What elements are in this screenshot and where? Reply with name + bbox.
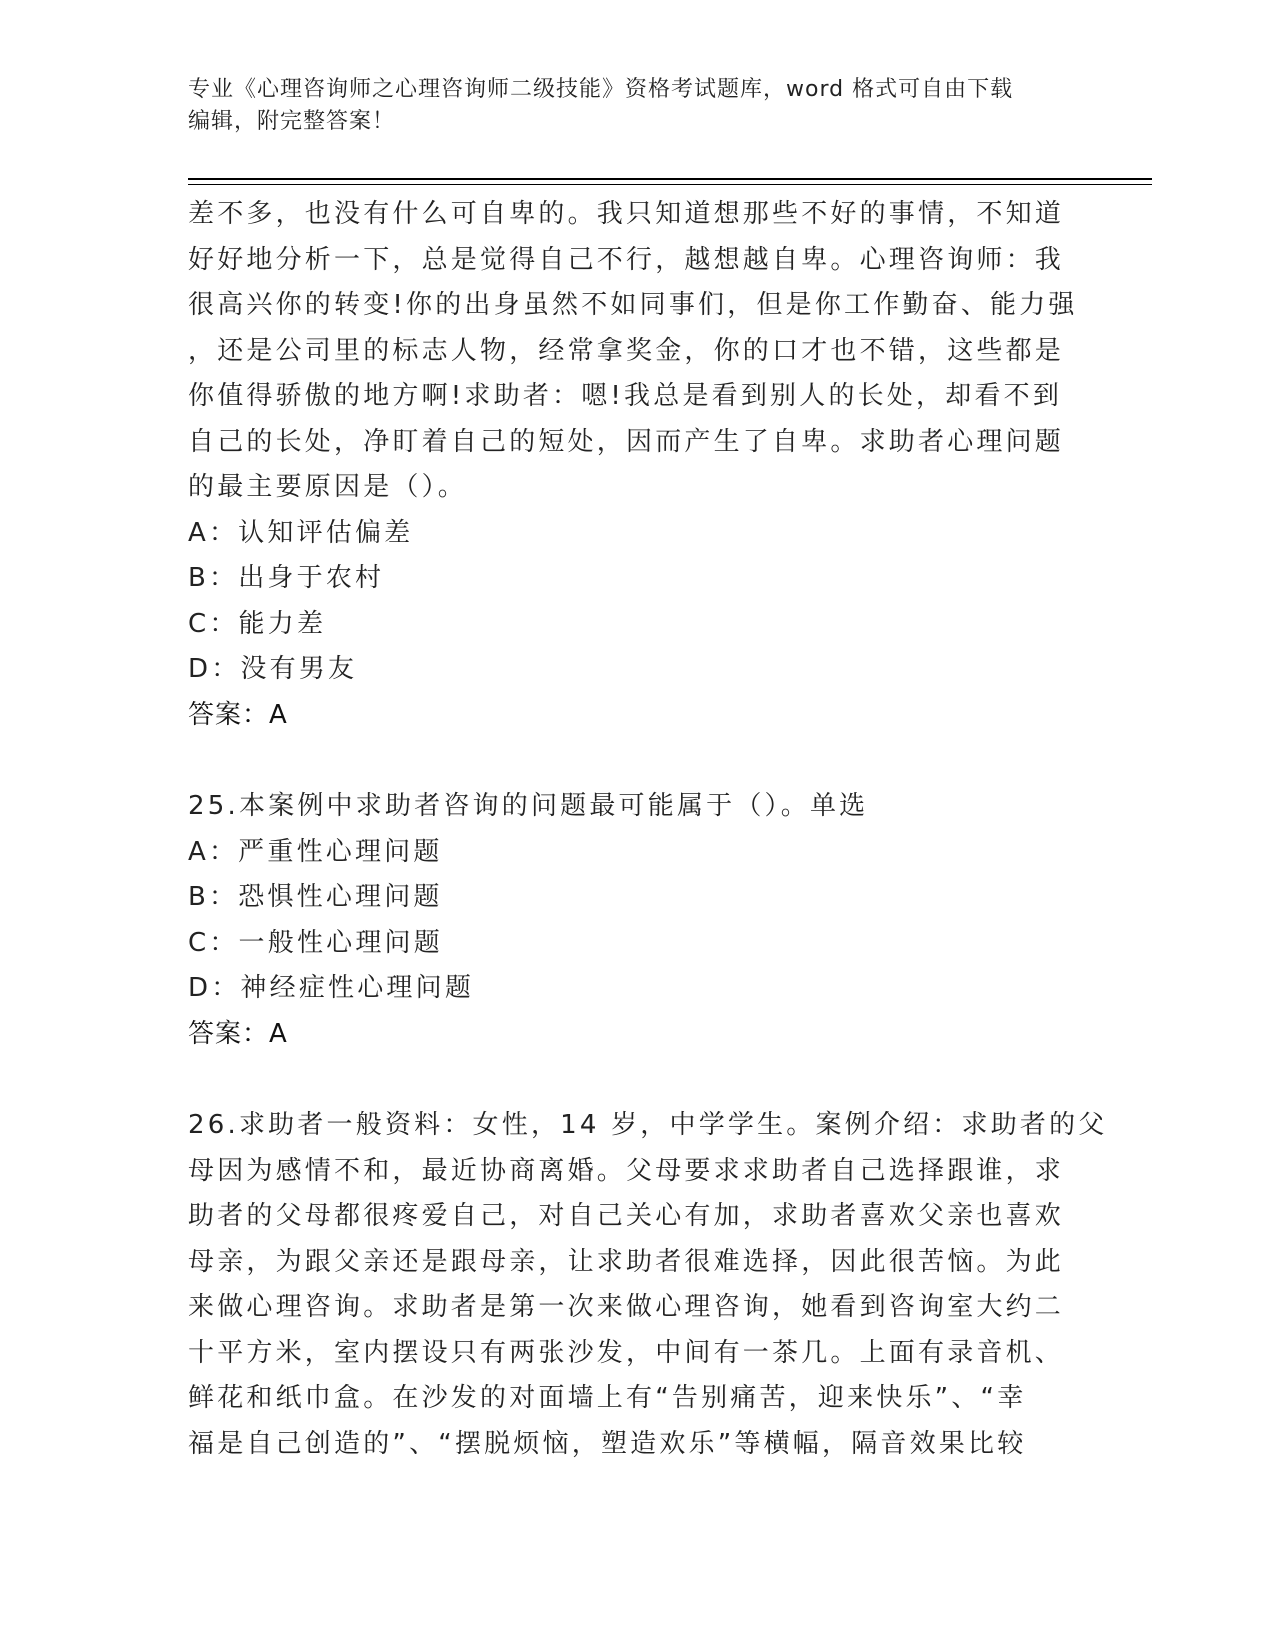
text-line: 助者的父母都很疼爱自己，对自己关心有加，求助者喜欢父亲也喜欢 [188, 1201, 1065, 1231]
text-line: 好好地分析一下，总是觉得自己不行，越想越自卑。心理咨询师：我 [188, 244, 1065, 275]
question-25-answer: 答案：A [188, 1018, 288, 1049]
question-25-text: 25.本案例中求助者咨询的问题最可能属于（）。单选 [188, 791, 869, 821]
text-line: ，还是公司里的标志人物，经常拿奖金，你的口才也不错，这些都是 [188, 335, 1065, 366]
text-line: 很高兴你的转变!你的出身虽然不如同事们，但是你工作勤奋、能力强 [188, 290, 1078, 320]
header-line-1: 专业《心理咨询师之心理咨询师二级技能》资格考试题库，word 格式可自由下载 [188, 77, 1014, 102]
question-24-option-b: B：出身于农村 [188, 563, 385, 593]
question-24-option-a: A：认知评估偏差 [188, 517, 414, 548]
text-line: 福是自己创造的”、“摆脱烦恼，塑造欢乐”等横幅，隔音效果比较 [188, 1428, 1027, 1459]
header-rule-thin [188, 184, 1152, 185]
question-25-option-c: C：一般性心理问题 [188, 927, 443, 958]
text-line: 自己的长处，净盯着自己的短处，因而产生了自卑。求助者心理问题 [188, 426, 1065, 457]
question-24-option-d: D：没有男友 [188, 654, 358, 684]
text-line: 的最主要原因是（）。 [188, 472, 468, 502]
spacer [188, 1057, 1088, 1103]
text-line: 母亲，为跟父亲还是跟母亲，让求助者很难选择，因此很苦恼。为此 [188, 1246, 1065, 1277]
question-25-option-b: B：恐惧性心理问题 [188, 882, 443, 912]
text-line: 26.求助者一般资料：女性，14 岁，中学学生。案例介绍：求助者的父 [188, 1110, 1108, 1140]
document-body [188, 192, 1108, 1467]
question-24-answer: 答案：A [188, 699, 288, 730]
question-25-option-a: A：严重性心理问题 [188, 836, 443, 867]
text-line: 你值得骄傲的地方啊!求助者：嗯!我总是看到别人的长处，却看不到 [188, 381, 1063, 411]
question-25 [188, 784, 1088, 830]
question-25-option-d: D：神经症性心理问题 [188, 973, 475, 1003]
text-line: 来做心理咨询。求助者是第一次来做心理咨询，她看到咨询室大约二 [188, 1292, 1065, 1322]
header-rule-thick [188, 178, 1152, 180]
text-line: 鲜花和纸巾盒。在沙发的对面墙上有“告别痛苦，迎来快乐”、“幸 [188, 1383, 1027, 1413]
text-line: 十平方米，室内摆设只有两张沙发，中间有一茶几。上面有录音机、 [188, 1337, 1065, 1368]
spacer [188, 738, 1088, 784]
text-line: 差不多，也没有什么可自卑的。我只知道想那些不好的事情，不知道 [188, 199, 1065, 229]
question-26 [188, 1103, 1108, 1467]
document-header [188, 74, 1068, 138]
question-24-option-c: C：能力差 [188, 608, 327, 639]
header-line-2: 编辑，附完整答案！ [188, 109, 396, 134]
question-24-continuation [188, 192, 1088, 511]
text-line: 母因为感情不和，最近协商离婚。父母要求求助者自己选择跟谁，求 [188, 1155, 1065, 1186]
